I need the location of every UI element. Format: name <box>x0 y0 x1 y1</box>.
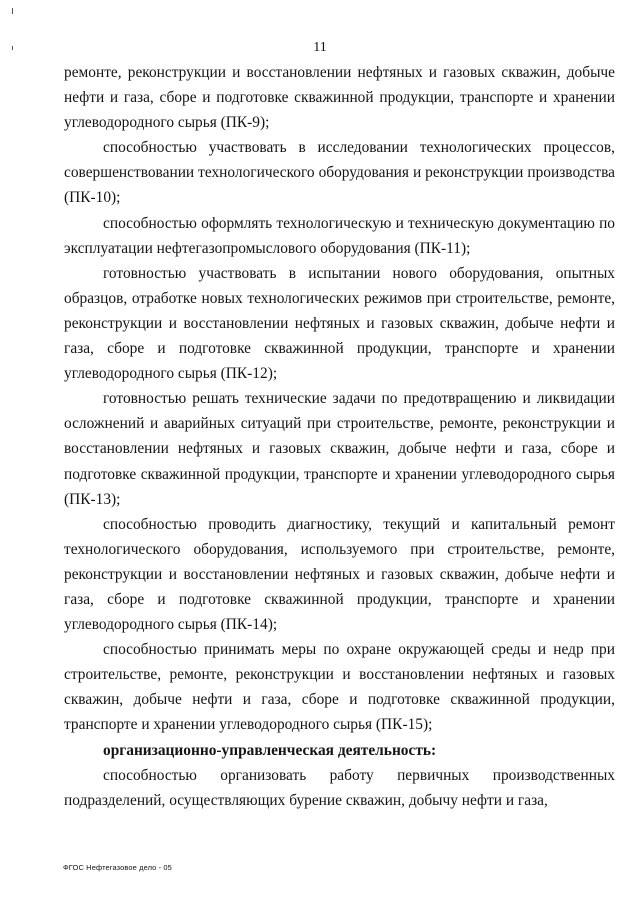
paragraph-pk15: способностью принимать меры по охране окружающей среды и недр при строительстве, ремонте, реконструкции и восстановлении нефтяных и газовых скважин, добыче нефти и газа, сборе и подготовке скважинной продукции, транспорте и хранении углеводородного сырья (ПК-15); <box>64 641 615 734</box>
page-footer: ФГОС Нефтегазовое дело - 05 <box>63 863 172 872</box>
page-number: 11 <box>313 40 327 55</box>
paragraph-pk13: готовностью решать технические задачи по предотвращению и ликвидации осложнений и аварийных ситуаций при строительстве, ремонте, реконструкции и восстановлении нефтяных и газовых скважин, добыче нефти и газа, сборе и подготовке скважинной продукции, транспорте и хранении углеводородного сырья (ПК-13); <box>64 390 615 508</box>
scan-edge-mark <box>12 8 13 14</box>
paragraph-pk9-continuation: ремонте, реконструкции и восстановлении нефтяных и газовых скважин, добыче нефти и газа, сборе и подготовке скважинной продукции, транспорте и хранении углеводородного сырья (ПК-9); <box>64 64 615 132</box>
section-heading: организационно-управленческая деятельность: <box>103 741 437 759</box>
paragraph-pk10: способностью участвовать в исследовании технологических процессов, совершенствовании технологического оборудования и реконструкции производства (ПК-10); <box>64 139 615 207</box>
paragraph-pk14: способностью проводить диагностику, текущий и капитальный ремонт технологического оборудования, используемого при строительстве, ремонте, реконструкции и восстановлении нефтяных и газовых скважин, добыче нефти и газа, сборе и подготовке скважинной продукции, транспорте и хранении углеводородного сырья (ПК-14); <box>64 515 615 634</box>
paragraph-pk11: способностью оформлять технологическую и техническую документацию по эксплуатации нефтегазопромыслового оборудования (ПК-11); <box>64 214 615 257</box>
paragraph-organizational: способностью организовать работу первичных производственных подразделений, осуществляющих бурение скважин, добычу нефти и газа, <box>64 766 615 809</box>
document-body <box>64 60 615 813</box>
paragraph-pk12: готовностью участвовать в испытании нового оборудования, опытных образцов, отработке новых технологических режимов при строительстве, ремонте, реконструкции и восстановлении нефтяных и газовых скважин, добыче нефти и газа, сборе и подготовке скважинной продукции, транспорте и хранении углеводородного сырья (ПК-12); <box>64 264 615 383</box>
